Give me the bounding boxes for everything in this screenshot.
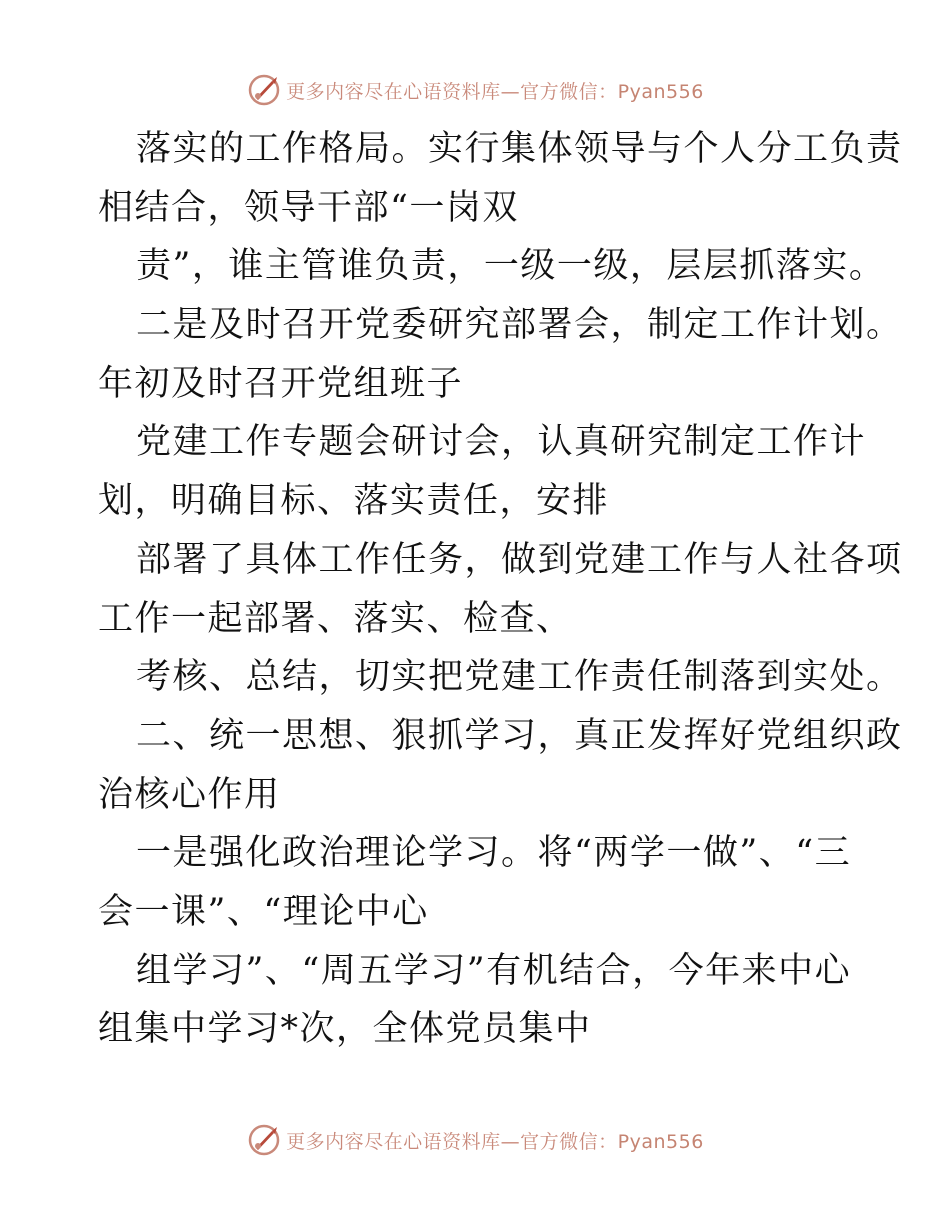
text-line: 组学习”、“周五学习”有机结合，今年来中心	[136, 950, 852, 991]
text-line: 二、统一思想、狠抓学习，真正发挥好党组织政	[136, 715, 903, 756]
text-line: 工作一起部署、落实、检查、	[98, 598, 573, 639]
header-watermark	[0, 70, 950, 110]
body-text	[98, 120, 903, 1059]
text-line: 党建工作专题会研讨会，认真研究制定工作计	[136, 422, 867, 463]
quill-logo-icon	[246, 72, 282, 108]
text-line: 会一课”、“理论中心	[98, 891, 429, 932]
text-line: 部署了具体工作任务，做到党建工作与人社各项	[136, 539, 903, 580]
text-line: 二是及时召开党委研究部署会，制定工作计划。	[136, 305, 903, 346]
quill-logo-icon	[246, 1122, 282, 1158]
text-line: 组集中学习*次，全体党员集中	[98, 1009, 592, 1050]
text-line: 责”，谁主管谁负责，一级一级，层层抓落实。	[136, 246, 886, 287]
text-line: 治核心作用	[98, 774, 281, 815]
footer-watermark	[0, 1120, 950, 1160]
watermark-wechat-id: Pyan556	[617, 1130, 704, 1153]
watermark-text: 更多内容尽在心语资料库—官方微信：Pyan556	[286, 1130, 704, 1153]
text-line: 落实的工作格局。实行集体领导与个人分工负责	[136, 129, 903, 169]
text-line: 划，明确目标、落实责任，安排	[98, 481, 610, 522]
text-line: 一是强化政治理论学习。将“两学一做”、“三	[136, 833, 852, 874]
watermark-wechat-id: Pyan556	[617, 80, 704, 103]
text-line: 相结合，领导干部“一岗双	[98, 187, 519, 228]
watermark-text: 更多内容尽在心语资料库—官方微信：Pyan556	[286, 80, 704, 103]
text-line: 年初及时召开党组班子	[98, 363, 464, 404]
text-line: 考核、总结，切实把党建工作责任制落到实处。	[136, 657, 903, 698]
